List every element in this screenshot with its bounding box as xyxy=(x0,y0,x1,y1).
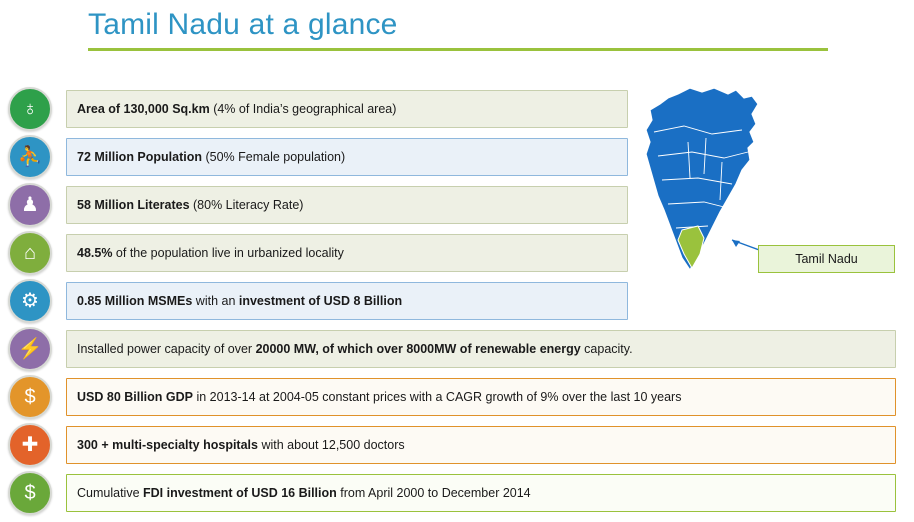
fact-text xyxy=(77,390,681,404)
fact-text-rest: with an xyxy=(192,294,239,308)
fact-text xyxy=(77,342,633,356)
page-title: Tamil Nadu at a glance xyxy=(88,8,398,41)
fact-text-emphasis: 20000 MW, of which over 8000MW of renewable energy xyxy=(255,342,581,356)
title-underline xyxy=(88,48,828,51)
hospital-icon: ✚ xyxy=(8,423,52,467)
fact-text-rest: (50% Female population) xyxy=(202,150,346,164)
fact-bar xyxy=(66,90,628,128)
fact-row xyxy=(6,378,908,416)
fact-text-emphasis: FDI investment of USD 16 Billion xyxy=(143,486,337,500)
fact-text xyxy=(77,438,405,452)
fact-text xyxy=(77,294,402,308)
fact-text-pre: Cumulative xyxy=(77,486,143,500)
fact-row xyxy=(6,474,908,512)
title-block xyxy=(88,6,828,51)
fact-row xyxy=(6,330,908,368)
india-map xyxy=(632,82,902,317)
fact-text-rest: (4% of India’s geographical area) xyxy=(209,102,397,116)
map-callout xyxy=(758,245,895,273)
fact-text-rest: from April 2000 to December 2014 xyxy=(336,486,531,500)
fact-text-rest: of the population live in urbanized locality xyxy=(112,246,344,260)
fact-bar xyxy=(66,234,628,272)
power-plant-icon: ⚡ xyxy=(8,327,52,371)
person-book-icon: ♟ xyxy=(8,183,52,227)
dollar-coin-icon: $ xyxy=(8,375,52,419)
fact-bar xyxy=(66,426,896,464)
fact-row xyxy=(6,426,908,464)
factory-icon: ⚙ xyxy=(8,279,52,323)
globe-icon: ♁ xyxy=(8,87,52,131)
fact-text-emphasis: USD 80 Billion GDP xyxy=(77,390,193,404)
fact-bar xyxy=(66,474,896,512)
fact-text xyxy=(77,198,303,212)
fact-bar xyxy=(66,330,896,368)
city-buildings-icon: ⌂ xyxy=(8,231,52,275)
fact-bar xyxy=(66,378,896,416)
fact-text-emphasis: 48.5% xyxy=(77,246,113,260)
dollar-coin-green-icon: $ xyxy=(8,471,52,515)
map-callout-label: Tamil Nadu xyxy=(795,252,858,266)
tamil-nadu-highlight xyxy=(678,226,704,268)
fact-text-rest: (80% Literacy Rate) xyxy=(189,198,304,212)
fact-bar xyxy=(66,282,628,320)
fact-text-emphasis: 300 + multi-specialty hospitals xyxy=(77,438,258,452)
fact-bar xyxy=(66,138,628,176)
fact-text-emphasis: 72 Million Population xyxy=(77,150,202,164)
fact-text xyxy=(77,486,531,500)
fact-text-emphasis: 0.85 Million MSMEs xyxy=(77,294,193,308)
fact-text xyxy=(77,102,396,116)
fact-text-rest: in 2013-14 at 2004-05 constant prices with a CAGR growth of 9% over the last 10 years xyxy=(193,390,682,404)
fact-text-pre: Installed power capacity of over xyxy=(77,342,256,356)
fact-bar xyxy=(66,186,628,224)
fact-text-rest: with about 12,500 doctors xyxy=(257,438,405,452)
fact-text-emphasis: 58 Million Literates xyxy=(77,198,190,212)
fact-text-emphasis: Area of 130,000 Sq.km xyxy=(77,102,210,116)
fact-text xyxy=(77,150,345,164)
fact-text xyxy=(77,246,344,260)
people-group-icon: ⛹ xyxy=(8,135,52,179)
fact-text-rest: capacity. xyxy=(580,342,633,356)
fact-text-emphasis-2: investment of USD 8 Billion xyxy=(238,294,403,308)
